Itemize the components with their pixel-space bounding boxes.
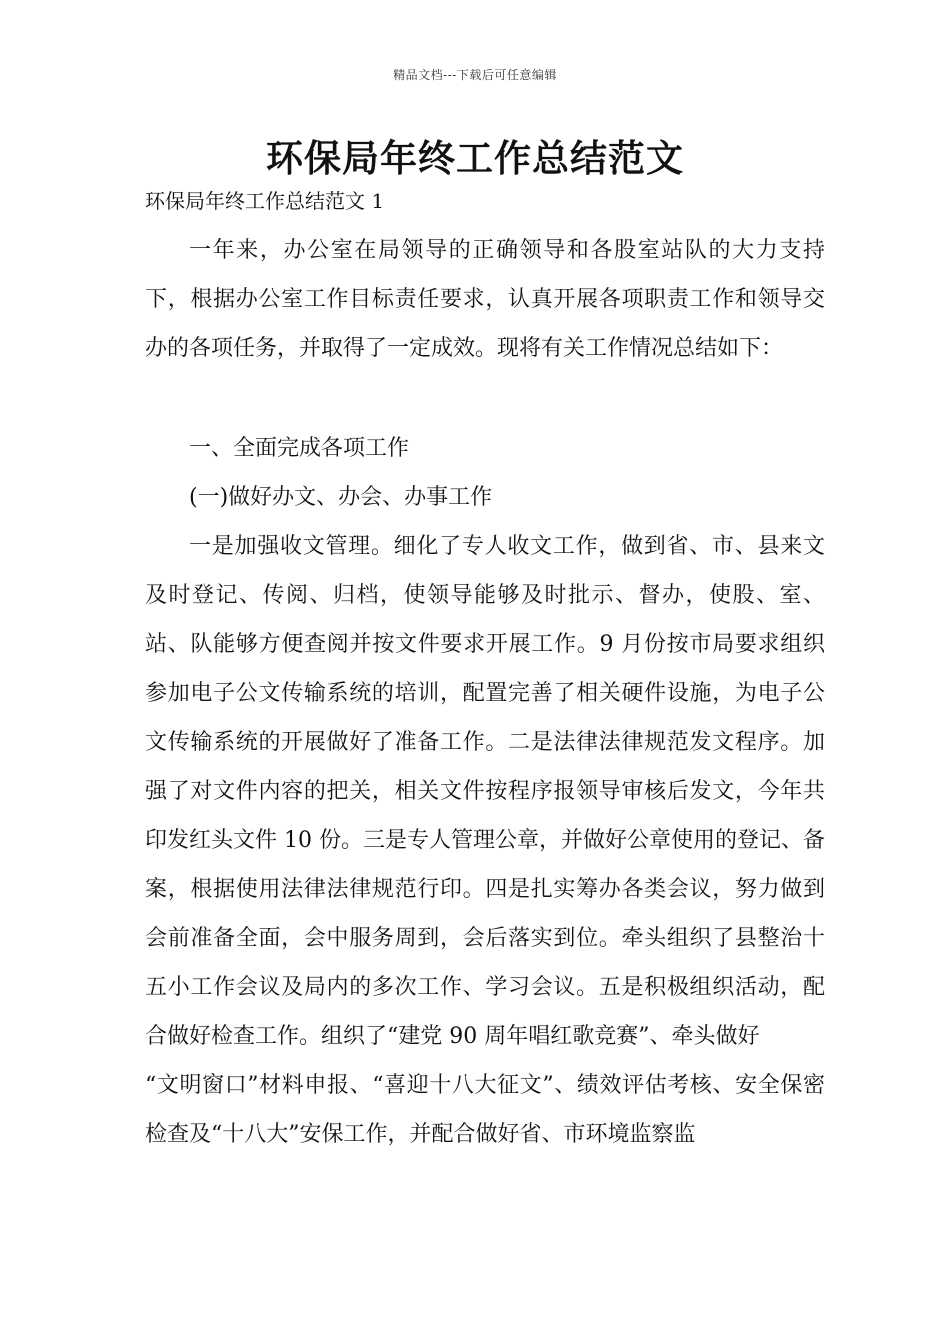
document-subtitle: 环保局年终工作总结范文 1 [145, 189, 385, 213]
main-paragraph: 一是加强收文管理。细化了专人收文工作，做到省、市、县来文及时登记、传阅、归档，使领导能够及时批示、督办，使股、室、站、队能够方便查阅并按文件要求开展工作。9 月份按市局要求组织参加电子公文传输系统的培训，配置完善了相关硬件设施，为电子公文传输系统的开展做好了准备工作。二是法律法律规范发文程序。加强了对文件内容的把关，相关文件按程序报领导审核后发文，今年共印发红头文件 10 份。三是专人管理公章，并做好公章使用的登记、备案，根据使用法律法律规范行印。四是扎实筹办各类会议，努力做到会前准备全面，会中服务周到，会后落实到位。牵头组织了县整治十五小工作会议及局内的多次工作、学习会议。五是积极组织活动，配合做好检查工作。组织了“建党 90 周年唱红歌竞赛”、牵头做好 [145, 534, 825, 1049]
section-1 [145, 424, 825, 1159]
document-title: 环保局年终工作总结范文 [266, 137, 684, 180]
continuation-paragraph: “文明窗口”材料申报、“喜迎十八大征文”、绩效评估考核、安全保密检查及“十八大”安保工作，并配合做好省、市环境监察监 [145, 1073, 825, 1147]
intro-paragraph: 一年来，办公室在局领导的正确领导和各股室站队的大力支持下，根据办公室工作目标责任要求，认真开展各项职责工作和领导交办的各项任务，并取得了一定成效。现将有关工作情况总结如下： [145, 238, 825, 361]
header-note: 精品文档---下载后可任意编辑 [393, 68, 557, 82]
section-heading: 一、全面完成各项工作 [189, 436, 410, 461]
subsection-heading: (一)做好办文、办会、办事工作 [189, 485, 493, 510]
intro-section [145, 226, 825, 373]
